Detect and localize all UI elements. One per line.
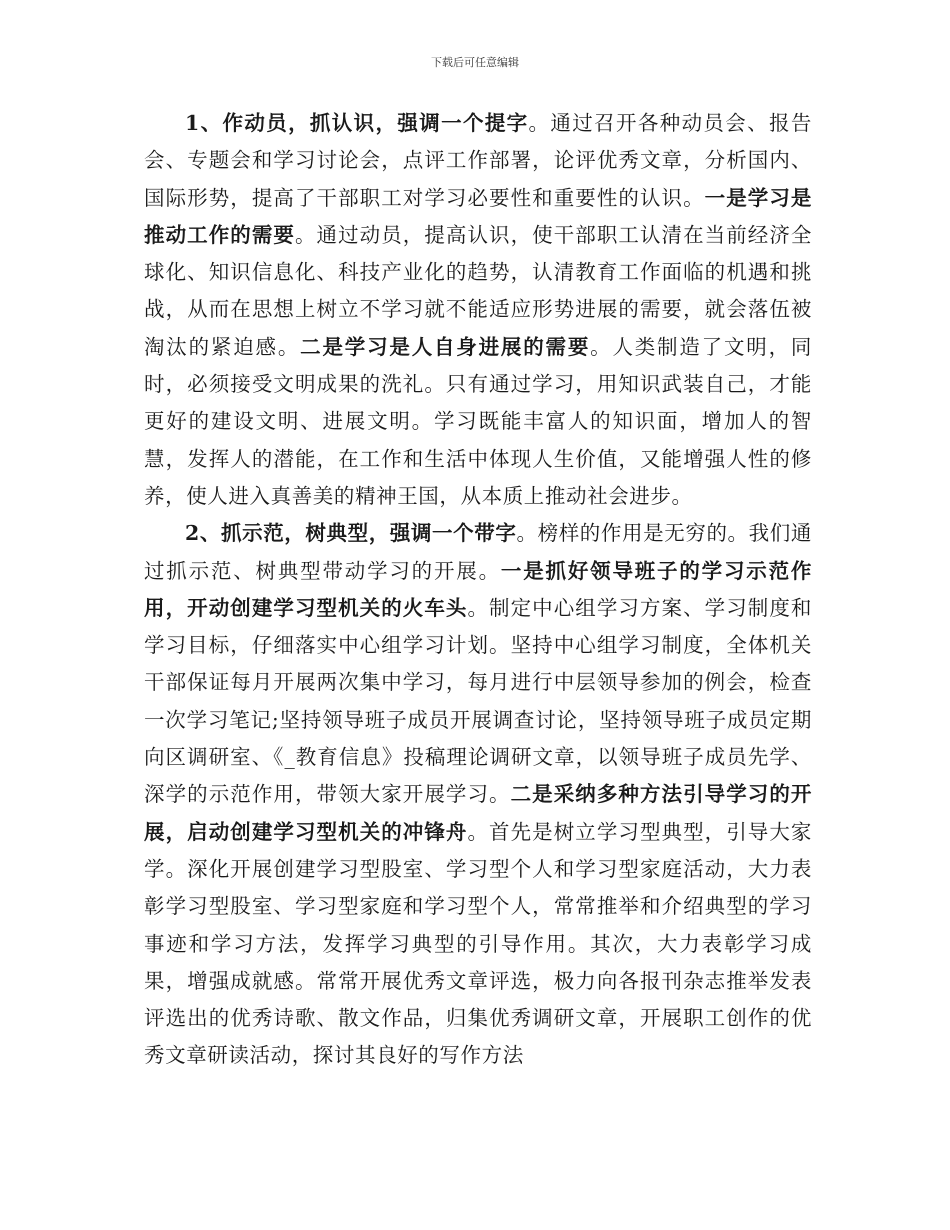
paragraph-2-bold-2: 二是采纳多种方法引导学习的开展，启动创建学习型机关的冲锋舟 bbox=[144, 782, 812, 844]
paragraph-2-bold-1: 一是抓好领导班子的学习示范作用，开动创建学习型机关的火车头 bbox=[144, 558, 812, 620]
paragraph-2-text-2: 。制定中心组学习方案、学习制度和学习目标，仔细落实中心组学习计划。坚持中心组学习制度，全体机关干部保证每月开展两次集中学习，每月进行中层领导参加的例会，检查一次学习笔记;坚持领导班子成员开展调查讨论，坚持领导班子成员定期向区调研室、《_教育信息》投稿理论调研文章，以领导班子成员先学、深学的示范作用，带领大家开展学习。 bbox=[144, 595, 812, 807]
paragraph-1-bold-2: 二是学习是人自身进展的需要 bbox=[300, 334, 591, 359]
document-body bbox=[144, 105, 812, 1075]
paragraph-1-text-2: 。通过动员，提高认识，使干部职工认清在当前经济全球化、知识信息化、科技产业化的趋势，认清教育工作面临的机遇和挑战，从而在思想上树立不学习就不能适应形势进展的需要，就会落伍被淘汰的紧迫感。 bbox=[144, 222, 813, 359]
paragraph-2-lead: 2、抓示范，树典型，强调一个带字 bbox=[185, 521, 517, 546]
paragraph-2-text-1: 。榜样的作用是无穷的。我们通过抓示范、树典型带动学习的开展。 bbox=[144, 521, 812, 583]
paragraph-1-bold-1: 一是学习是推动工作的需要 bbox=[144, 185, 812, 247]
page-header: 下载后可任意编辑 bbox=[431, 56, 519, 69]
paragraph-1-text-3: 。人类制造了文明，同时，必须接受文明成果的洗礼。只有通过学习，用知识武装自己，才能更好的建设文明、进展文明。学习既能丰富人的知识面，增加人的智慧，发挥人的潜能，在工作和生活中体现人生价值，又能增强人性的修养，使人进入真善美的精神王国，从本质上推动社会进步。 bbox=[144, 334, 812, 508]
paragraph-2-text-3: 。首先是树立学习型典型，引导大家学。深化开展创建学习型股室、学习型个人和学习型家庭活动，大力表彰学习型股室、学习型家庭和学习型个人，常常推举和介绍典型的学习事迹和学习方法，发挥学习典型的引导作用。其次，大力表彰学习成果，增强成就感。常常开展优秀文章评选，极力向各报刊杂志推举发表评选出的优秀诗歌、散文作品，归集优秀调研文章，开展职工创作的优秀文章研读活动，探讨其良好的写作方法 bbox=[144, 819, 812, 1068]
paragraph-2 bbox=[144, 515, 812, 1074]
paragraph-1 bbox=[144, 105, 812, 515]
paragraph-1-lead: 1、作动员，抓认识，强调一个提字 bbox=[185, 111, 529, 135]
paragraph-1-text-1: 。通过召开各种动员会、报告会、专题会和学习讨论会，点评工作部署，论评优秀文章，分析国内、国际形势，提高了干部职工对学习必要性和重要性的认识。 bbox=[144, 111, 812, 210]
